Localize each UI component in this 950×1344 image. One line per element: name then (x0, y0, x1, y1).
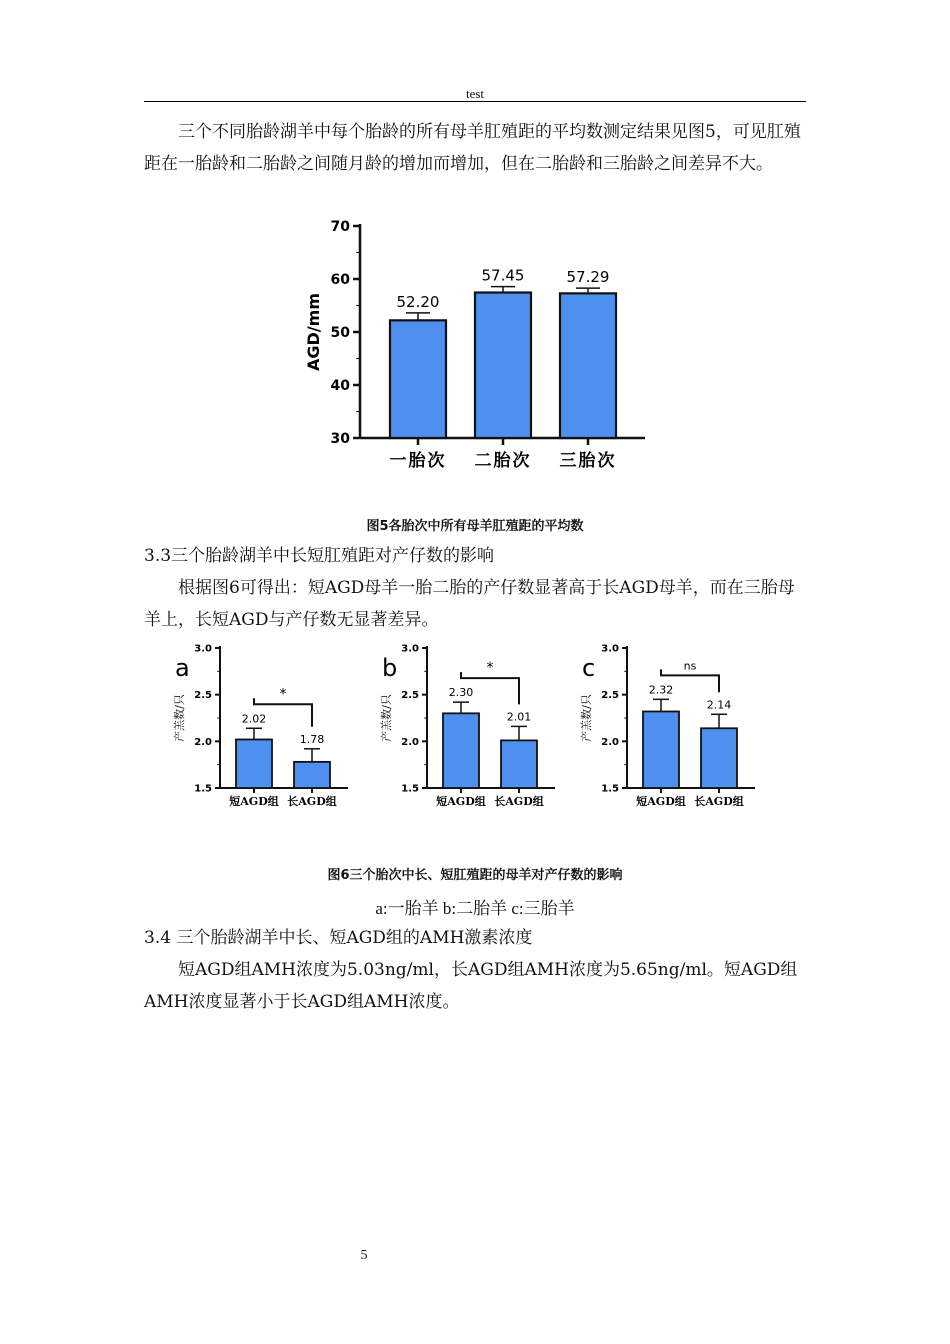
y-tick-label: 3.0 (194, 643, 212, 655)
bar-value-label: 52.20 (396, 292, 440, 311)
bar (443, 713, 479, 788)
paragraph-agd-mean: 三个不同胎龄湖羊中每个胎龄的所有母羊肛殖距的平均数测定结果见图5，可见肛殖距在一胎龄和二胎龄之间随月龄的增加而增加，但在二胎龄和三胎龄之间差异不大。 (144, 122, 801, 174)
panel-letter: c (582, 654, 596, 682)
category-label: 三胎次 (559, 451, 617, 471)
category-label: 短AGD组 (229, 795, 279, 808)
y-tick-label: 60 (330, 271, 350, 288)
y-tick-label: 2.5 (601, 690, 619, 702)
bar-value-label: 57.29 (566, 268, 610, 287)
significance-label: ns (683, 659, 697, 673)
section-3-3-heading: 3.3三个胎龄湖羊中长短肛殖距对产仔数的影响 (144, 546, 495, 566)
y-tick-label: 40 (330, 377, 350, 394)
figure-5-caption: 图5各胎次中所有母羊肛殖距的平均数 (366, 519, 584, 534)
category-label: 长AGD组 (694, 795, 744, 808)
y-tick-label: 1.5 (401, 783, 419, 795)
figure-6a-chart (165, 638, 365, 818)
figure-6b-chart (372, 638, 572, 818)
y-tick-label: 3.0 (401, 643, 419, 655)
figure-6c-chart (572, 638, 772, 818)
category-label: 短AGD组 (636, 795, 686, 808)
y-tick-label: 2.0 (194, 736, 212, 748)
figure-6-caption: 图6三个胎次中长、短肛殖距的母羊对产仔数的影响 (327, 868, 623, 883)
y-axis-label: AGD/mm (304, 293, 323, 371)
paragraph-litter-size: 根据图6可得出：短AGD母羊一胎二胎的产仔数显著高于长AGD母羊，而在三胎母羊上，长短AGD与产仔数无显著差异。 (144, 578, 795, 630)
bar-value-label: 2.01 (506, 710, 532, 724)
y-tick-label: 2.0 (401, 736, 419, 748)
bar-value-label: 2.02 (241, 712, 267, 726)
bar-value-label: 2.32 (648, 683, 674, 697)
bar (475, 293, 531, 438)
bar-value-label: 2.14 (706, 698, 732, 712)
bar (501, 740, 537, 788)
panel-letter: a (175, 654, 190, 682)
y-tick-label: 50 (330, 324, 350, 341)
header-rule (144, 101, 806, 102)
bar-value-label: 57.45 (481, 266, 525, 285)
y-tick-label: 2.5 (401, 690, 419, 702)
page-number: 5 (360, 1248, 368, 1263)
figure-5-chart (295, 210, 665, 480)
category-label: 短AGD组 (436, 795, 486, 808)
bar (294, 762, 330, 788)
bar (560, 293, 616, 438)
bar-value-label: 2.30 (448, 686, 474, 700)
category-label: 二胎次 (474, 451, 532, 471)
y-axis-label: 产羔数/只 (380, 694, 393, 742)
paragraph-amh: 短AGD组AMH浓度为5.03ng/ml，长AGD组AMH浓度为5.65ng/ml。短AGD组AMH浓度显著小于长AGD组AMH浓度。 (144, 960, 798, 1012)
bar-value-label: 1.78 (299, 732, 325, 746)
significance-label: * (486, 660, 494, 677)
y-axis-label: 产羔数/只 (580, 694, 593, 742)
y-axis-label: 产羔数/只 (173, 694, 186, 742)
section-3-4-heading: 3.4 三个胎龄湖羊中长、短AGD组的AMH激素浓度 (144, 928, 533, 948)
category-label: 长AGD组 (287, 795, 337, 808)
bar (390, 320, 446, 438)
y-tick-label: 1.5 (194, 783, 212, 795)
panel-letter: b (382, 654, 398, 682)
y-tick-label: 30 (330, 430, 350, 447)
running-header: test (465, 86, 485, 101)
y-tick-label: 2.5 (194, 690, 212, 702)
y-tick-label: 70 (330, 218, 350, 235)
y-tick-label: 2.0 (601, 736, 619, 748)
significance-label: * (279, 686, 287, 703)
figure-6-subcaption: a:一胎羊 b:二胎羊 c:三胎羊 (375, 899, 575, 918)
category-label: 长AGD组 (494, 795, 544, 808)
y-tick-label: 1.5 (601, 783, 619, 795)
bar (701, 728, 737, 788)
y-tick-label: 3.0 (601, 643, 619, 655)
category-label: 一胎次 (389, 451, 447, 471)
bar (236, 739, 272, 788)
bar (643, 711, 679, 788)
